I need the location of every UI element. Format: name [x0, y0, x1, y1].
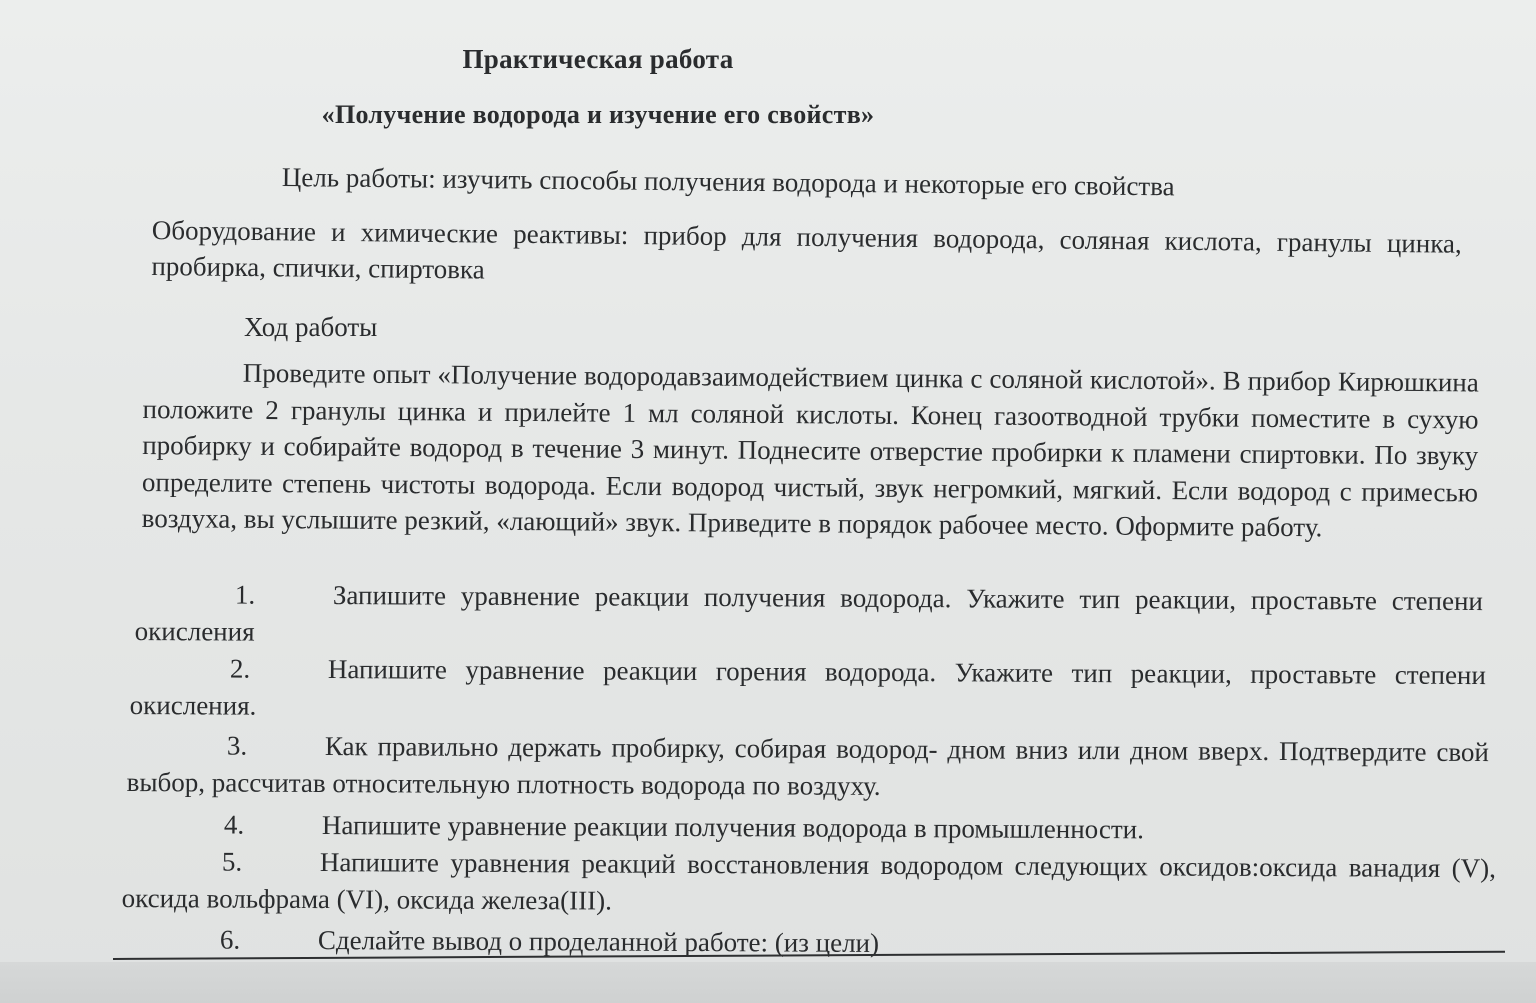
task-item	[122, 843, 1496, 924]
document-subtitle: «Получение водорода и изучение его свойств»	[321, 100, 875, 129]
task-text: Напишите уравнения реакций восстановления водородом следующих оксидов:оксида ванадия (V), оксида вольфрама (VI), оксида железа(III).	[121, 847, 1496, 916]
task-number: 4.	[223, 809, 245, 840]
task-item	[127, 727, 1489, 808]
task-item	[130, 650, 1486, 731]
task-text: Как правильно держать пробирку, собирая водород- дном вниз или дном вверх. Подтвердите свой выбор, рассчитав относительную плотность водорода по воздуху.	[126, 731, 1489, 801]
page-bottom-edge	[0, 962, 1536, 1003]
task-number: 6.	[219, 924, 241, 955]
equipment-paragraph: Оборудование и химические реактивы: прибор для получения водорода, соляная кислота, гранулы цинка, пробирка, спички, спиртовка	[151, 214, 1462, 285]
task-text: Напишите уравнение реакции горения водорода. Укажите тип реакции, проставьте степени окисления.	[129, 654, 1486, 721]
task-text: Напишите уравнение реакции получения водорода в промышленности.	[321, 810, 1144, 845]
task-text: Сделайте вывод о проделанной работе: (из цели)	[317, 925, 880, 958]
task-number: 2.	[229, 653, 251, 684]
goal-line: Цель работы: изучить способы получения водорода и некоторые его свойства	[281, 162, 1175, 202]
task-number: 1.	[234, 579, 256, 610]
task-number: 3.	[226, 730, 248, 761]
document-title: Практическая работа	[462, 44, 734, 74]
task-text: Запишите уравнение реакции получения водорода. Укажите тип реакции, проставьте степени окисления	[134, 580, 1483, 647]
task-number: 5.	[221, 846, 243, 877]
task-item	[135, 576, 1483, 657]
procedure-heading: Ход работы	[244, 312, 378, 342]
procedure-paragraph: Проведите опыт «Получение водородавзаимодействием цинка с соляной кислотой». В прибор Кирюшкина положите 2 гранулы цинка и прилейте 1 мл соляной кислоты. Конец газоотводной трубки поместите в сухую пробирку и собирайте водород в течение 3 минут. Поднесите отверстие пробирки к пламени спиртовки. По звуку определите степень чистоты водорода. Если водород чистый, звук негромкий, мягкий. Если водород с примесью воздуха, вы услышите резкий, «лающий» звук. Приведите в порядок рабочее место. Оформите работу.	[141, 357, 1479, 543]
